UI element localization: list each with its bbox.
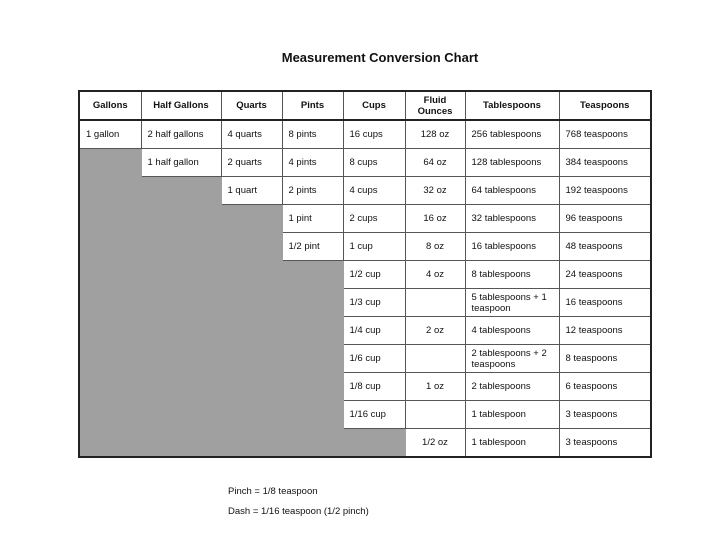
- column-header: Teaspoons: [559, 91, 651, 120]
- shaded-cell: [282, 373, 343, 401]
- table-cell: 8 tablespoons: [465, 261, 559, 289]
- table-cell: 1/4 cup: [343, 317, 405, 345]
- table-cell: 24 teaspoons: [559, 261, 651, 289]
- column-header: Half Gallons: [141, 91, 221, 120]
- column-header: Quarts: [221, 91, 282, 120]
- table-cell: 1 tablespoon: [465, 401, 559, 429]
- table-cell: 1/6 cup: [343, 345, 405, 373]
- table-row: [79, 261, 651, 289]
- table-cell: 48 teaspoons: [559, 233, 651, 261]
- table-cell: 1/3 cup: [343, 289, 405, 317]
- table-cell: 2 half gallons: [141, 120, 221, 149]
- shaded-cell: [79, 429, 141, 458]
- shaded-cell: [221, 289, 282, 317]
- table-cell: 6 teaspoons: [559, 373, 651, 401]
- table-cell: [405, 345, 465, 373]
- table-cell: 8 cups: [343, 149, 405, 177]
- table-cell: [405, 401, 465, 429]
- shaded-cell: [141, 345, 221, 373]
- table-cell: 1 oz: [405, 373, 465, 401]
- table-row: [79, 149, 651, 177]
- shaded-cell: [141, 429, 221, 458]
- table-cell: 256 tablespoons: [465, 120, 559, 149]
- column-header: Pints: [282, 91, 343, 120]
- table-cell: 1 cup: [343, 233, 405, 261]
- table-row: [79, 233, 651, 261]
- table-row: [79, 401, 651, 429]
- table-cell: 2 tablespoons: [465, 373, 559, 401]
- shaded-cell: [282, 317, 343, 345]
- table-cell: 1 half gallon: [141, 149, 221, 177]
- table-cell: 1 tablespoon: [465, 429, 559, 458]
- table-cell: [405, 289, 465, 317]
- shaded-cell: [221, 373, 282, 401]
- table-cell: 8 teaspoons: [559, 345, 651, 373]
- dash-note: Dash = 1/16 teaspoon (1/2 pinch): [228, 506, 369, 517]
- table-cell: 2 cups: [343, 205, 405, 233]
- table-cell: 768 teaspoons: [559, 120, 651, 149]
- column-header: Fluid Ounces: [405, 91, 465, 120]
- shaded-cell: [221, 317, 282, 345]
- shaded-cell: [141, 205, 221, 233]
- table-cell: 192 teaspoons: [559, 177, 651, 205]
- shaded-cell: [141, 317, 221, 345]
- table-row: [79, 429, 651, 458]
- shaded-cell: [79, 177, 141, 205]
- shaded-cell: [79, 345, 141, 373]
- table-cell: 1/2 pint: [282, 233, 343, 261]
- table-cell: 5 tablespoons + 1 teaspoon: [465, 289, 559, 317]
- table-cell: 128 tablespoons: [465, 149, 559, 177]
- shaded-cell: [221, 345, 282, 373]
- table-cell: 64 tablespoons: [465, 177, 559, 205]
- shaded-cell: [79, 401, 141, 429]
- table-cell: 2 pints: [282, 177, 343, 205]
- table-cell: 4 oz: [405, 261, 465, 289]
- chart-title: Measurement Conversion Chart: [281, 50, 479, 65]
- shaded-cell: [79, 289, 141, 317]
- shaded-cell: [221, 261, 282, 289]
- header-row: [79, 91, 651, 120]
- shaded-cell: [141, 177, 221, 205]
- table-cell: 12 teaspoons: [559, 317, 651, 345]
- table-cell: 3 teaspoons: [559, 401, 651, 429]
- table-cell: 2 oz: [405, 317, 465, 345]
- table-cell: 16 teaspoons: [559, 289, 651, 317]
- table-cell: 1/2 oz: [405, 429, 465, 458]
- table-row: [79, 205, 651, 233]
- shaded-cell: [141, 401, 221, 429]
- table-cell: 384 teaspoons: [559, 149, 651, 177]
- table-cell: 64 oz: [405, 149, 465, 177]
- table-cell: 96 teaspoons: [559, 205, 651, 233]
- table-row: [79, 177, 651, 205]
- shaded-cell: [221, 205, 282, 233]
- shaded-cell: [343, 429, 405, 458]
- shaded-cell: [79, 149, 141, 177]
- table-cell: 16 cups: [343, 120, 405, 149]
- column-header: Cups: [343, 91, 405, 120]
- table-cell: 4 quarts: [221, 120, 282, 149]
- table-row: [79, 120, 651, 149]
- table-cell: 4 tablespoons: [465, 317, 559, 345]
- table-row: [79, 317, 651, 345]
- table-cell: 4 cups: [343, 177, 405, 205]
- table-cell: 128 oz: [405, 120, 465, 149]
- shaded-cell: [79, 205, 141, 233]
- table-row: [79, 289, 651, 317]
- shaded-cell: [79, 317, 141, 345]
- table-cell: 1 quart: [221, 177, 282, 205]
- shaded-cell: [282, 401, 343, 429]
- shaded-cell: [282, 289, 343, 317]
- shaded-cell: [141, 233, 221, 261]
- shaded-cell: [141, 261, 221, 289]
- table-cell: 2 quarts: [221, 149, 282, 177]
- table-cell: 8 oz: [405, 233, 465, 261]
- shaded-cell: [282, 429, 343, 458]
- shaded-cell: [141, 289, 221, 317]
- table-cell: 32 oz: [405, 177, 465, 205]
- column-header: Gallons: [79, 91, 141, 120]
- shaded-cell: [79, 373, 141, 401]
- table-cell: 1/16 cup: [343, 401, 405, 429]
- shaded-cell: [221, 401, 282, 429]
- table-cell: 16 tablespoons: [465, 233, 559, 261]
- table-cell: 1 pint: [282, 205, 343, 233]
- table-cell: 1 gallon: [79, 120, 141, 149]
- shaded-cell: [141, 373, 221, 401]
- table-cell: 1/8 cup: [343, 373, 405, 401]
- column-header: Tablespoons: [465, 91, 559, 120]
- shaded-cell: [221, 233, 282, 261]
- table-cell: 32 tablespoons: [465, 205, 559, 233]
- shaded-cell: [79, 233, 141, 261]
- table-body: [79, 120, 651, 457]
- shaded-cell: [282, 261, 343, 289]
- notes: [228, 482, 369, 522]
- table-cell: 1/2 cup: [343, 261, 405, 289]
- pinch-note: Pinch = 1/8 teaspoon: [228, 486, 318, 497]
- table-cell: 3 teaspoons: [559, 429, 651, 458]
- table-row: [79, 373, 651, 401]
- conversion-table: [78, 90, 652, 458]
- shaded-cell: [79, 261, 141, 289]
- table-cell: 2 tablespoons + 2 teaspoons: [465, 345, 559, 373]
- table-cell: 8 pints: [282, 120, 343, 149]
- table-cell: 16 oz: [405, 205, 465, 233]
- shaded-cell: [282, 345, 343, 373]
- table-row: [79, 345, 651, 373]
- shaded-cell: [221, 429, 282, 458]
- table-cell: 4 pints: [282, 149, 343, 177]
